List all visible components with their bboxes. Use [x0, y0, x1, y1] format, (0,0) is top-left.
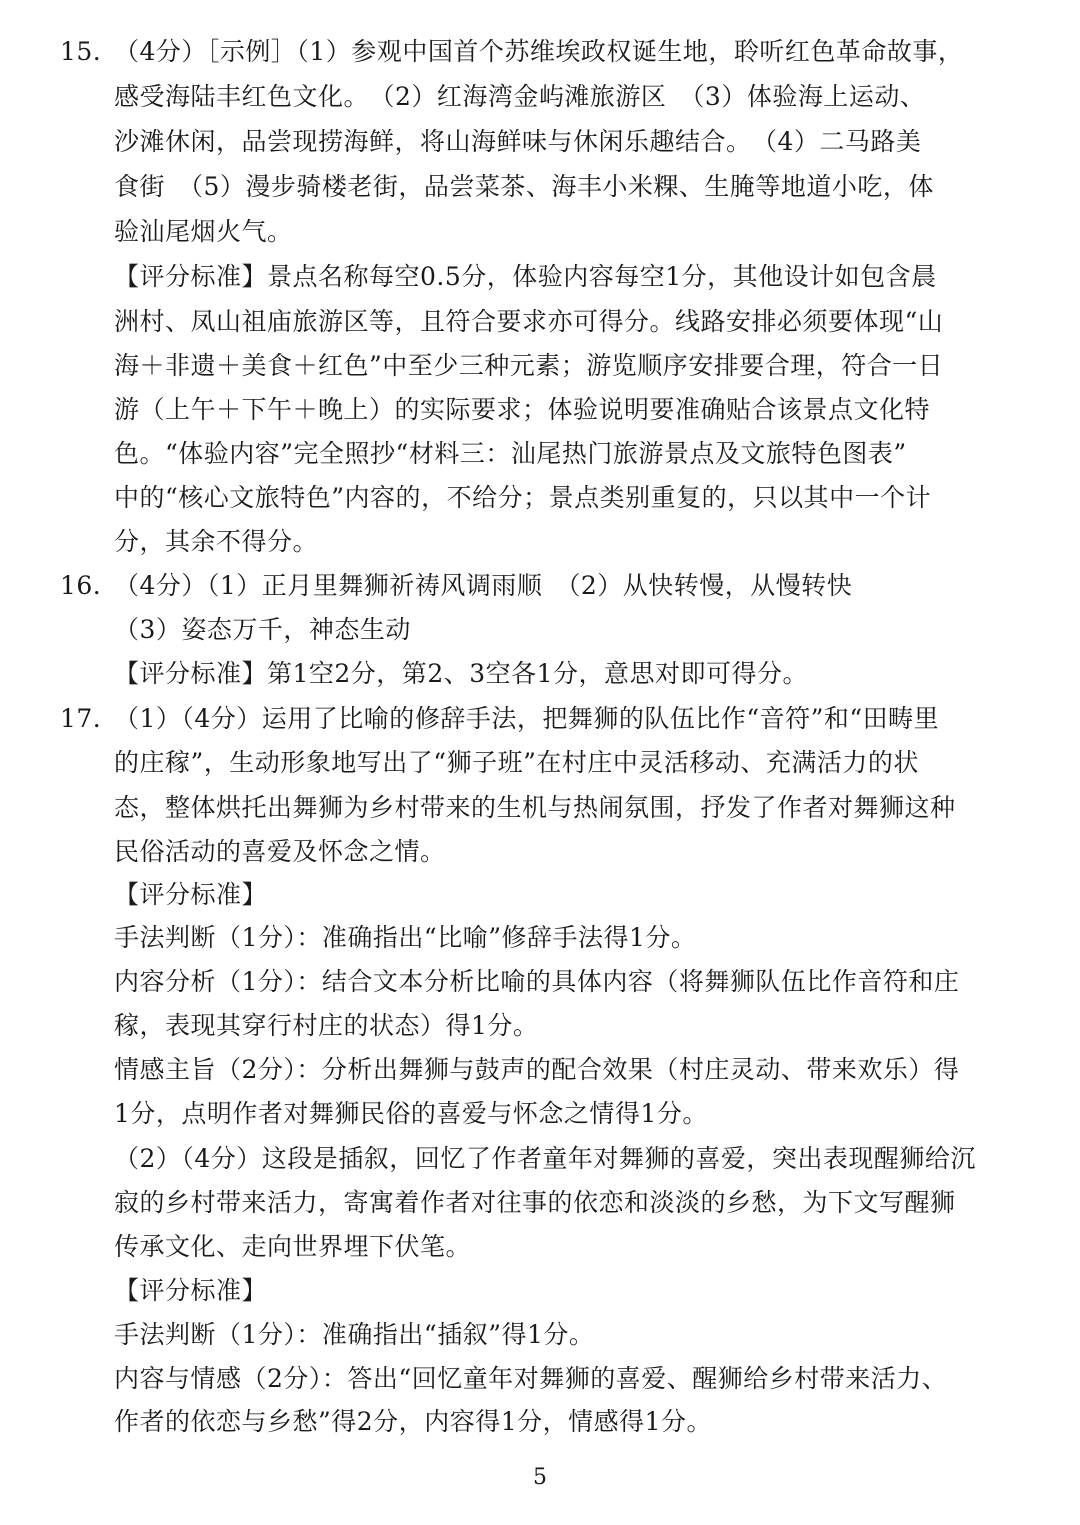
criteria-text: 作者的依恋与乡愁”得2分，内容得1分，情感得1分。	[114, 1407, 712, 1436]
criteria-text: 内容分析（1分）：结合文本分析比喻的具体内容（将舞狮队伍比作音符和庄	[114, 967, 960, 996]
q15-criteria-line	[0, 432, 1080, 476]
answer-text: （3）姿态万千，神态生动	[114, 615, 411, 644]
question-number: 17.	[60, 704, 102, 733]
q15-line	[0, 165, 1080, 209]
q15-line	[0, 75, 1080, 119]
question-number: 16.	[60, 571, 102, 600]
q16-line	[0, 564, 1080, 608]
answer-text: 的庄稼”，生动形象地写出了“狮子班”在村庄中灵活移动、充满活力的状	[114, 748, 919, 777]
criteria-text: 中的“核心文旅特色”内容的，不给分；景点类别重复的，只以其中一个计	[114, 483, 932, 512]
answer-text: 感受海陆丰红色文化。 （2）红海湾金屿滩旅游区 （3）体验海上运动、	[114, 82, 926, 111]
q17-criteria-line	[0, 1004, 1080, 1048]
q17-criteria-line	[0, 1269, 1080, 1313]
q15-criteria-line	[0, 476, 1080, 520]
criteria-text: 1分，点明作者对舞狮民俗的喜爱与怀念之情得1分。	[114, 1099, 708, 1128]
criteria-text: 情感主旨（2分）：分析出舞狮与鼓声的配合效果（村庄灵动、带来欢乐）得	[114, 1055, 960, 1084]
q15-line	[0, 210, 1080, 254]
q15-criteria-line	[0, 300, 1080, 344]
criteria-text: 海＋非遗＋美食＋红色”中至少三种元素；游览顺序安排要合理，符合一日	[114, 351, 944, 380]
answer-text: 态，整体烘托出舞狮为乡村带来的生机与热闹氛围，抒发了作者对舞狮这种	[114, 793, 956, 822]
q17-criteria-line	[0, 1357, 1080, 1401]
q17-line	[0, 1225, 1080, 1269]
page-number: 5	[533, 1465, 547, 1490]
q17-criteria-line	[0, 916, 1080, 960]
criteria-text: 【评分标准】	[114, 1276, 268, 1305]
criteria-text: 手法判断（1分）：准确指出“插叙”得1分。	[114, 1320, 595, 1349]
answer-text: （4分）（1）正月里舞狮祈祷风调雨顺 （2）从快转慢，从慢转快	[114, 571, 853, 600]
criteria-text: 手法判断（1分）：准确指出“比喻”修辞手法得1分。	[114, 923, 697, 952]
q17-line	[0, 830, 1080, 874]
q17-criteria-line	[0, 1313, 1080, 1357]
q17-line	[0, 697, 1080, 741]
q17-criteria-line	[0, 873, 1080, 917]
criteria-text: 洲村、凤山祖庙旅游区等，且符合要求亦可得分。线路安排必须要体现“山	[114, 307, 944, 336]
q17-line	[0, 786, 1080, 830]
q15-criteria-line	[0, 344, 1080, 388]
answer-text: 沙滩休闲，品尝现捞海鲜，将山海鲜味与休闲乐趣结合。 （4）二马路美	[114, 127, 922, 156]
q17-criteria-line	[0, 960, 1080, 1004]
answer-text: 验汕尾烟火气。	[114, 217, 293, 246]
q16-criteria-line	[0, 652, 1080, 696]
criteria-text: 游（上午＋下午＋晚上）的实际要求；体验说明要准确贴合该景点文化特	[114, 395, 931, 424]
criteria-text: 【评分标准】第1空2分，第2、3空各1分，意思对即可得分。	[114, 659, 809, 688]
answer-text: （1）（4分）运用了比喻的修辞手法，把舞狮的队伍比作“音符”和“田畴里	[114, 704, 940, 733]
criteria-text: 稼，表现其穿行村庄的状态）得1分。	[114, 1011, 539, 1040]
q15-criteria-line	[0, 520, 1080, 564]
answer-text: 民俗活动的喜爱及怀念之情。	[114, 837, 446, 866]
q17-criteria-line	[0, 1400, 1080, 1444]
question-number: 15.	[60, 37, 102, 66]
q15-criteria-line	[0, 255, 1080, 299]
answer-text: 寂的乡村带来活力，寄寓着作者对往事的依恋和淡淡的乡愁，为下文写醒狮	[114, 1188, 956, 1217]
criteria-text: 内容与情感（2分）：答出“回忆童年对舞狮的喜爱、醒狮给乡村带来活力、	[114, 1364, 948, 1393]
q15-criteria-line	[0, 388, 1080, 432]
answer-text: （4分）［示例］（1）参观中国首个苏维埃政权诞生地，聆听红色革命故事，	[114, 37, 964, 66]
q15-line	[0, 120, 1080, 164]
criteria-text: 【评分标准】景点名称每空0.5分，体验内容每空1分，其他设计如包含晨	[114, 262, 937, 291]
q17-criteria-line	[0, 1048, 1080, 1092]
q15-line	[0, 30, 1080, 74]
criteria-text: 分，其余不得分。	[114, 527, 319, 556]
q17-line	[0, 1181, 1080, 1225]
answer-text: 食街 （5）漫步骑楼老街，品尝菜茶、海丰小米粿、生腌等地道小吃，体	[114, 172, 934, 201]
q17-line	[0, 1137, 1080, 1181]
answer-text: 传承文化、走向世界埋下伏笔。	[114, 1232, 472, 1261]
q16-line	[0, 608, 1080, 652]
criteria-text: 【评分标准】	[114, 880, 268, 909]
answer-text: （2）（4分）这段是插叙，回忆了作者童年对舞狮的喜爱，突出表现醒狮给沉	[114, 1144, 976, 1173]
q17-line	[0, 741, 1080, 785]
criteria-text: 色。“体验内容”完全照抄“材料三：汕尾热门旅游景点及文旅特色图表”	[114, 439, 907, 468]
q17-criteria-line	[0, 1092, 1080, 1136]
